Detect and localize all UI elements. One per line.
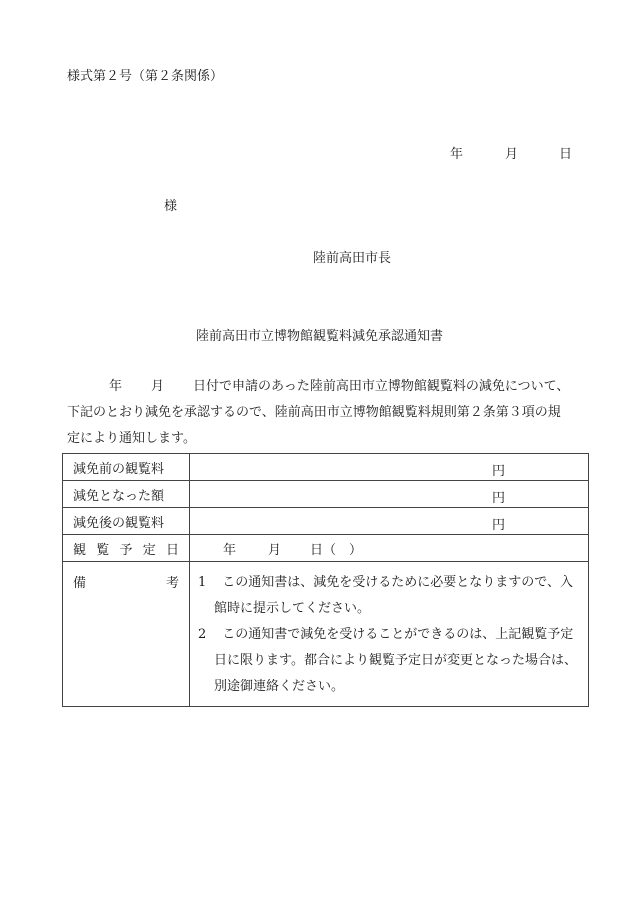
note-2-line-2: 日に限ります。都合により観覧予定日が変更となった場合は、 (214, 653, 577, 668)
label-char: 観 (73, 542, 87, 558)
note-2-line-3: 別途御連絡ください。 (214, 679, 345, 694)
row-label: 減免後の観覧料 (63, 508, 190, 535)
table-row (63, 481, 589, 508)
note-number: 2 (198, 627, 207, 642)
note-1-line-2: 館時に提示してください。 (214, 601, 371, 616)
amount-cell (190, 454, 589, 481)
document-title: 陸前高田市立博物館観覧料減免承認通知書 (196, 329, 444, 344)
label-char: 予 (119, 542, 133, 558)
visit-date-label (63, 535, 190, 562)
form-id: 様式第２号（第２条関係） (67, 69, 224, 84)
note-number: 1 (198, 575, 207, 590)
body-month: 月 (151, 379, 165, 394)
body-line-1 (67, 374, 597, 400)
body-line-2: 下記のとおり減免を承認するので、陸前高田市立博物館観覧料規則第２条第３項の規 (67, 405, 561, 420)
fee-table (62, 453, 589, 707)
body-line-3: 定により通知します。 (67, 431, 196, 446)
visit-weekday: （ ） (323, 542, 363, 558)
addressee-suffix: 様 (164, 199, 178, 214)
visit-date-row (63, 535, 589, 562)
note-2-line-1 (198, 622, 582, 648)
date-year-label: 年 (450, 147, 464, 162)
issuer-name: 陸前高田市長 (313, 251, 392, 266)
row-label: 減免となった額 (63, 481, 190, 508)
yen-unit: 円 (492, 464, 506, 479)
label-char: 定 (142, 542, 156, 558)
visit-day: 日 (310, 542, 324, 558)
note-text: この通知書で減免を受けることができるのは、上記観覧予定 (222, 627, 574, 642)
remarks-row (63, 562, 589, 707)
note-1-line-1 (198, 570, 582, 596)
visit-year: 年 (223, 542, 237, 558)
remarks-cell (190, 562, 589, 707)
body-line-1-rest: 日付で申請のあった陸前高田市立博物館観覧料の減免について、 (193, 379, 570, 394)
amount-cell (190, 508, 589, 535)
visit-date-cell (190, 535, 589, 562)
amount-cell (190, 481, 589, 508)
label-char: 考 (165, 576, 179, 591)
body-paragraph (67, 374, 597, 452)
note-text: この通知書は、減免を受けるために必要となりますので、入 (222, 575, 574, 590)
table-row (63, 508, 589, 535)
yen-unit: 円 (492, 518, 506, 533)
date-day-label: 日 (559, 147, 573, 162)
table-row (63, 454, 589, 481)
visit-month: 月 (268, 542, 282, 558)
label-char: 日 (165, 542, 179, 558)
body-year: 年 (109, 379, 123, 394)
remarks-label (63, 562, 190, 707)
label-char: 備 (73, 576, 87, 591)
label-char: 覧 (96, 542, 110, 558)
row-label: 減免前の観覧料 (63, 454, 190, 481)
yen-unit: 円 (492, 491, 506, 506)
date-month-label: 月 (505, 147, 519, 162)
